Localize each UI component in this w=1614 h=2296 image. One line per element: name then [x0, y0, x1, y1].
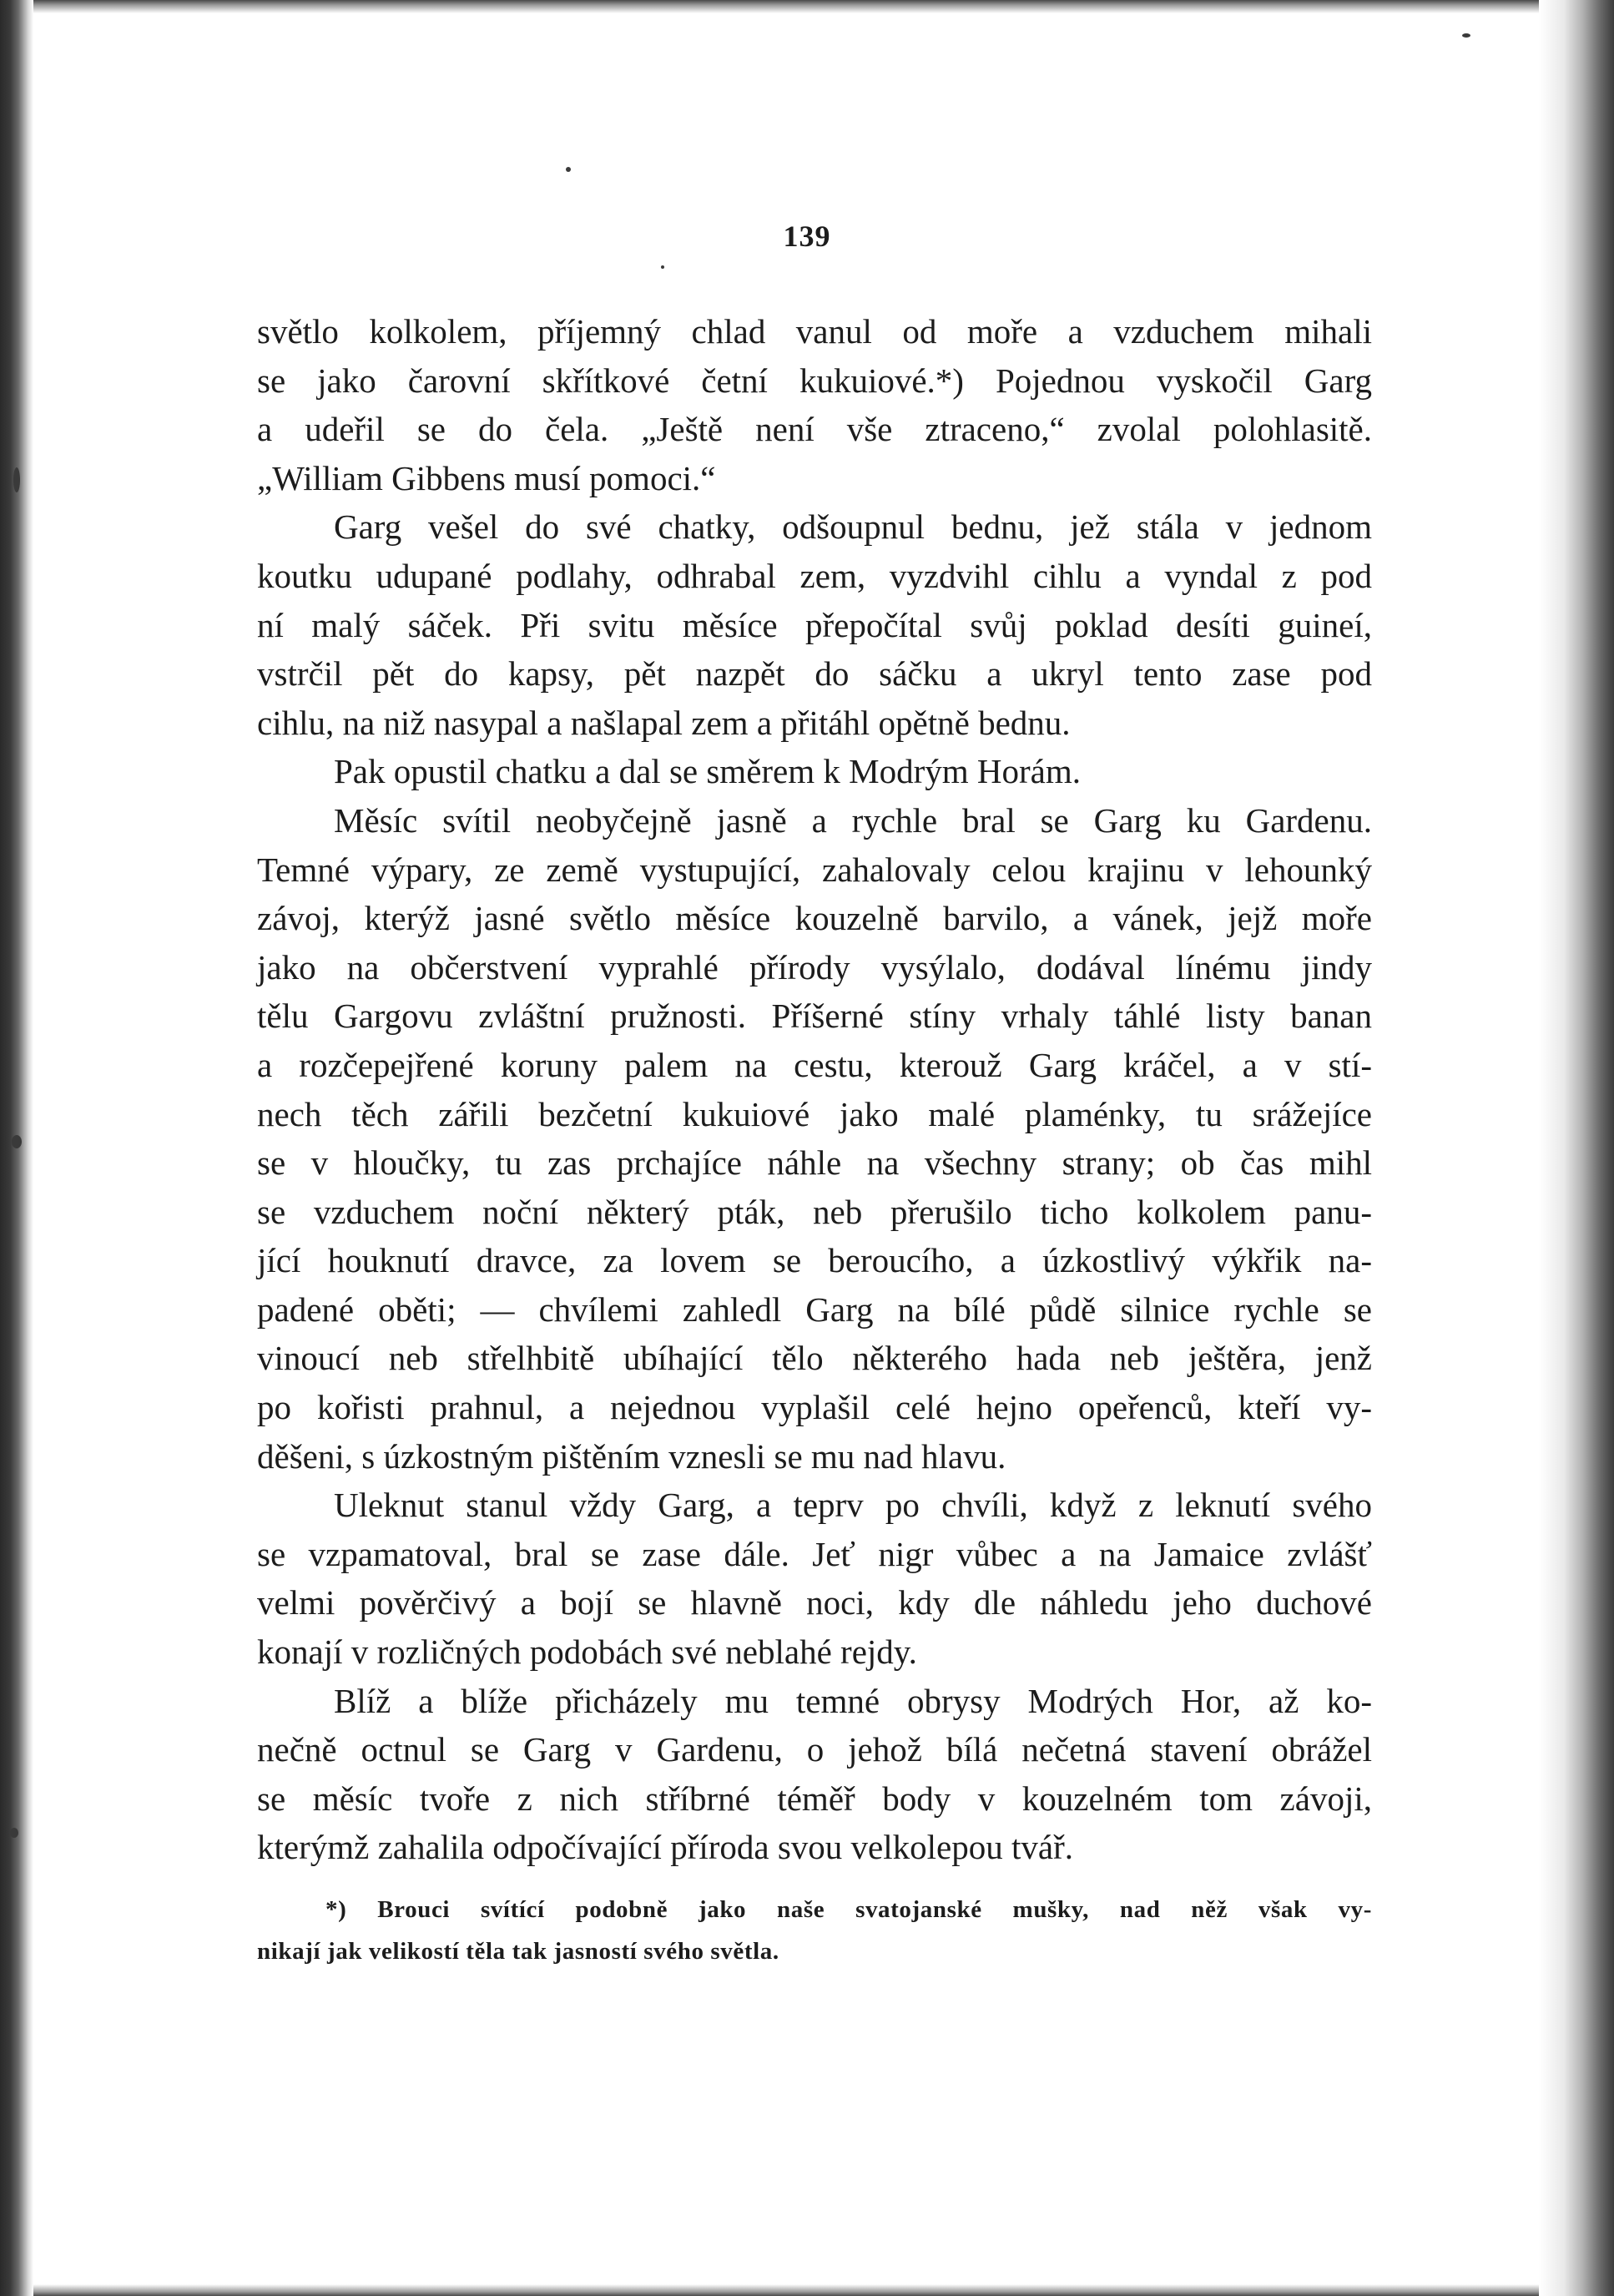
text-line: děšeni, s úzkostným pištěním vznesli se mu nad hlavu. [257, 1436, 1006, 1476]
text-line: Uleknut stanul vždy Garg, a teprv po chvíli, když z leknutí svého [334, 1486, 1372, 1525]
text-line: Blíž a blíže přicházely mu temné obrysy Modrých Hor, až ko- [334, 1681, 1372, 1720]
text-line: jící houknutí dravce, za lovem se beroucího, a úzkostlivý výkřik na- [257, 1241, 1372, 1280]
text-line: kterýmž zahalila odpočívající příroda svou velkolepou tvář. [257, 1828, 1073, 1867]
ink-speck [566, 167, 571, 172]
text-line: padené oběti; — chvílemi zahledl Garg na bílé půdě silnice rychle se [257, 1289, 1372, 1329]
text-line: se měsíc tvoře z nich stříbrné téměř body v kouzelném tom závoji, [257, 1779, 1372, 1818]
footnote-line: nikají jak velikostí těla tak jasností svého světla. [257, 1938, 779, 1965]
ink-speck [13, 467, 20, 492]
text-line: nech těch zářili bezčetní kukuiové jako malé plaménky, tu srážejíce [257, 1094, 1372, 1133]
scan-edge-bottom [0, 2284, 1614, 2296]
text-line: se jako čarovní skřítkové četní kukuiové.*) Pojednou vyskočil Garg [257, 361, 1372, 400]
text-line: ní malý sáček. Při svitu měsíce přepočítal svůj poklad desíti guineí, [257, 605, 1372, 644]
text-line: světlo kolkolem, příjemný chlad vanul od moře a vzduchem mihali [257, 312, 1372, 351]
text-line: jako na občerstvení vyprahlé přírody vysýlalo, dodával línému jindy [257, 947, 1372, 987]
paragraph [257, 502, 1372, 747]
text-line: vinoucí neb střelhbitě ubíhající tělo některého hada neb ještěra, jenž [257, 1339, 1372, 1378]
footnote [257, 1889, 1372, 1972]
scan-edge-top [0, 0, 1614, 13]
text-line: koutku udupané podlahy, odhrabal zem, vyzdvihl cihlu a vyndal z pod [257, 556, 1372, 595]
text-line: tělu Gargovu zvláštní pružnosti. Příšerné stíny vrhaly táhlé listy banan [257, 997, 1372, 1036]
paragraph [257, 1677, 1372, 1872]
paragraph [257, 747, 1372, 796]
paragraph [257, 307, 1372, 502]
text-line: vstrčil pět do kapsy, pět nazpět do sáčku a ukryl tento zase pod [257, 654, 1372, 694]
body-text [257, 307, 1372, 1972]
text-line: Temné výpary, ze země vystupující, zahalovaly celou krajinu v lehounký [257, 850, 1372, 889]
paragraph [257, 796, 1372, 1481]
ink-speck [10, 1828, 18, 1838]
text-line: a rozčepejřené koruny palem na cestu, kterouž Garg kráčel, a v stí- [257, 1045, 1372, 1084]
text-line: „William Gibbens musí pomoci.“ [257, 458, 716, 497]
text-line: se vzpamatoval, bral se zase dále. Jeť nigr vůbec a na Jamaice zvlášť [257, 1534, 1372, 1573]
text-line: se v hloučky, tu zas prchajíce náhle na všechny strany; ob čas mihl [257, 1143, 1372, 1183]
ink-speck [661, 265, 664, 269]
footnote-line: *) Brouci svítící podobně jako naše svatojanské mušky, nad něž však vy- [325, 1896, 1372, 1923]
ink-speck [12, 1135, 22, 1148]
scan-edge-right [1539, 0, 1614, 2296]
ink-speck [1462, 33, 1470, 38]
text-line: cihlu, na niž nasypal a našlapal zem a přitáhl opětně bednu. [257, 703, 1071, 742]
text-line: závoj, kterýž jasné světlo měsíce kouzelně barvilo, a vánek, jejž moře [257, 899, 1372, 938]
text-line: velmi pověrčivý a bojí se hlavně noci, kdy dle náhledu jeho duchové [257, 1583, 1372, 1622]
text-line: po kořisti prahnul, a nejednou vyplašil celé hejno opeřenců, kteří vy- [257, 1388, 1372, 1427]
paragraph [257, 1481, 1372, 1676]
text-line: Garg vešel do své chatky, odšoupnul bednu, jež stála v jednom [334, 507, 1372, 547]
text-line: Pak opustil chatku a dal se směrem k Modrým Horám. [334, 752, 1081, 791]
text-line: Měsíc svítil neobyčejně jasně a rychle bral se Garg ku Gardenu. [334, 800, 1372, 840]
text-line: konají v rozličných podobách své neblahé rejdy. [257, 1632, 917, 1672]
text-line: a udeřil se do čela. „Ještě není vše ztraceno,“ zvolal polohlasitě. [257, 410, 1372, 449]
text-line: se vzduchem noční některý pták, neb přerušilo ticho kolkolem panu- [257, 1192, 1372, 1231]
text-line: nečně octnul se Garg v Gardenu, o jehož bílá nečetná stavení obrážel [257, 1730, 1372, 1769]
page-number: 139 [783, 220, 831, 253]
